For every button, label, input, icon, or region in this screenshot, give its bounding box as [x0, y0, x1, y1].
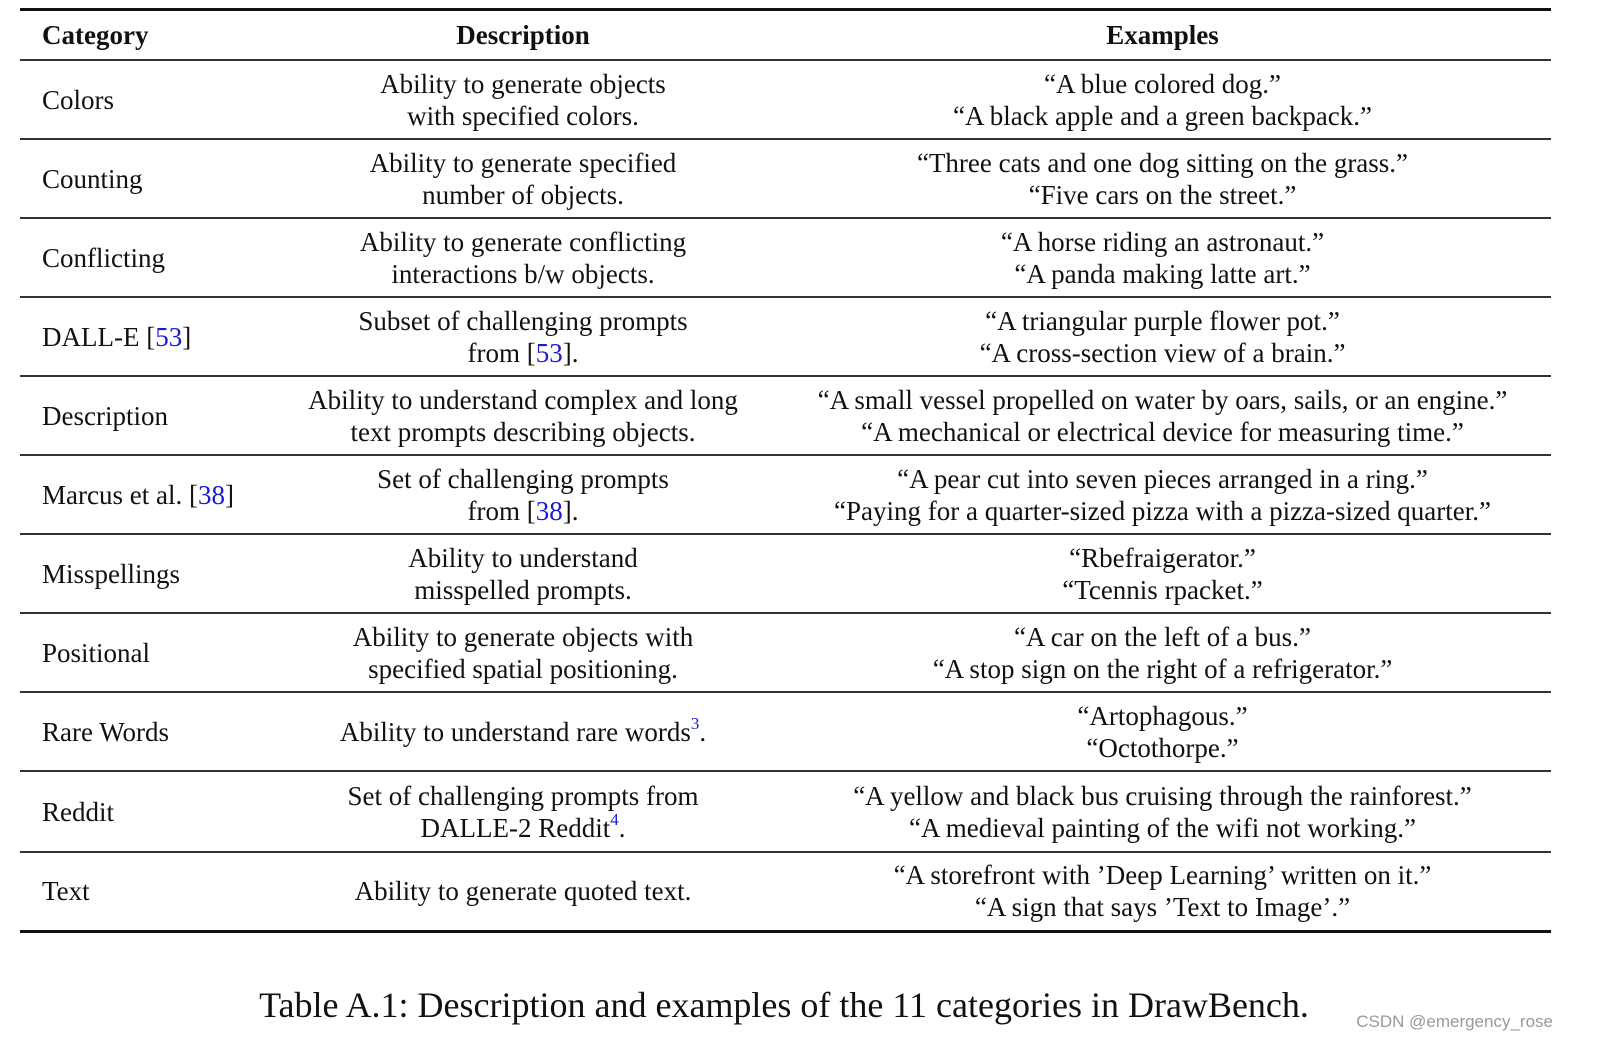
example-prompt: “A medieval painting of the wifi not working.” [909, 812, 1416, 843]
description-line: from [38]. [467, 495, 579, 526]
examples-cell [774, 613, 1551, 692]
table-caption: Table A.1: Description and examples of the 11 categories in DrawBench. [259, 985, 1309, 1025]
description-cell [272, 771, 774, 852]
footnote-marker[interactable]: 4 [610, 809, 619, 829]
examples-cell [774, 218, 1551, 297]
example-prompt: “A storefront with ’Deep Learning’ written on it.” [893, 860, 1432, 891]
examples-cell [774, 297, 1551, 376]
description-cell [272, 297, 774, 376]
table-row [20, 376, 1551, 455]
description-line: Ability to understand rare words$^3$. [339, 713, 707, 747]
table-row [20, 455, 1551, 534]
description-cell [272, 139, 774, 218]
description-line: Ability to understand complex and long [308, 384, 738, 415]
examples-cell [774, 692, 1551, 771]
examples-cell [774, 771, 1551, 852]
citation-link[interactable]: 53 [535, 337, 563, 368]
category-cell: Colors [42, 84, 115, 115]
table-row [20, 139, 1551, 218]
example-prompt: “Artophagous.” [1077, 700, 1248, 731]
category-cell: Marcus et al. [38] [42, 479, 234, 510]
description-line: Ability to generate objects [380, 68, 666, 99]
example-prompt: “A small vessel propelled on water by oars, sails, or an engine.” [817, 384, 1508, 415]
examples-cell [774, 60, 1551, 139]
category-cell: DALL-E [53] [42, 321, 192, 352]
example-prompt: “A pear cut into seven pieces arranged in a ring.” [897, 463, 1428, 494]
description-line: misspelled prompts. [414, 574, 632, 605]
description-line: Set of challenging prompts [377, 463, 669, 494]
example-prompt: “A mechanical or electrical device for measuring time.” [861, 416, 1464, 447]
example-prompt: “A black apple and a green backpack.” [952, 100, 1373, 131]
example-prompt: “A horse riding an astronaut.” [1000, 226, 1325, 257]
category-cell: Counting [42, 163, 143, 194]
example-prompt: “Paying for a quarter-sized pizza with a pizza-sized quarter.” [834, 495, 1491, 526]
example-prompt: “A car on the left of a bus.” [1014, 621, 1311, 652]
category-cell: Positional [42, 637, 151, 668]
description-cell [272, 376, 774, 455]
example-prompt: “A yellow and black bus cruising through the rainforest.” [853, 780, 1472, 811]
category-cell: Text [42, 876, 90, 907]
description-text: from [467, 495, 527, 526]
category-cell: Conflicting [42, 242, 165, 273]
description-line: number of objects. [422, 179, 624, 210]
drawbench-table-container [20, 8, 1551, 933]
example-prompt: “A sign that says ’Text to Image’.” [974, 892, 1351, 923]
example-prompt: “A blue colored dog.” [1044, 68, 1281, 99]
citation-link[interactable]: 38 [535, 495, 563, 526]
category-cell: Description [42, 400, 168, 431]
description-line: Ability to generate specified [369, 147, 677, 178]
citation-link[interactable]: 53 [155, 321, 183, 352]
description-line: interactions b/w objects. [391, 258, 655, 289]
examples-cell [774, 534, 1551, 613]
description-line: Ability to generate objects with [352, 621, 694, 652]
table-row [20, 613, 1551, 692]
description-line: specified spatial positioning. [368, 653, 678, 684]
table-row [20, 218, 1551, 297]
header-category: Category [42, 19, 149, 50]
table-row [20, 60, 1551, 139]
category-cell: Misspellings [42, 558, 181, 589]
example-prompt: “A cross-section view of a brain.” [979, 337, 1346, 368]
examples-cell [774, 139, 1551, 218]
example-prompt: “Five cars on the street.” [1028, 179, 1297, 210]
category-cell: Reddit [42, 796, 114, 827]
description-cell [272, 613, 774, 692]
description-line: Set of challenging prompts from [347, 780, 699, 811]
description-line: Ability to generate quoted text. [354, 876, 692, 907]
example-prompt: “A triangular purple flower pot.” [985, 305, 1340, 336]
category-cell: Rare Words [42, 716, 170, 747]
description-text: Ability to understand rare words [339, 716, 691, 747]
description-cell [272, 852, 774, 931]
example-prompt: “Three cats and one dog sitting on the grass.” [916, 147, 1409, 178]
description-line: from [53]. [467, 337, 579, 368]
description-cell [272, 60, 774, 139]
header-examples: Examples [1106, 19, 1219, 50]
description-cell [272, 218, 774, 297]
example-prompt: “Rbefraigerator.” [1069, 542, 1256, 573]
description-line: Ability to generate conflicting [359, 226, 687, 257]
description-line: Ability to understand [408, 542, 638, 573]
example-prompt: “Tcennis rpacket.” [1062, 574, 1263, 605]
description-cell [272, 534, 774, 613]
examples-cell [774, 455, 1551, 534]
table-row [20, 692, 1551, 771]
table-row [20, 852, 1551, 931]
examples-cell [774, 376, 1551, 455]
table-row [20, 534, 1551, 613]
table-row [20, 297, 1551, 376]
examples-cell [774, 852, 1551, 931]
description-line: DALLE-2 Reddit$^4$. [420, 809, 626, 843]
description-text: from [467, 337, 527, 368]
header-description: Description [456, 19, 590, 50]
example-prompt: “A stop sign on the right of a refrigerator.” [932, 653, 1393, 684]
drawbench-categories-table [20, 8, 1551, 933]
description-text: DALLE-2 Reddit [420, 812, 611, 843]
description-cell [272, 455, 774, 534]
description-line: with specified colors. [407, 100, 639, 131]
example-prompt: “A panda making latte art.” [1014, 258, 1311, 289]
footnote-marker[interactable]: 3 [690, 713, 700, 733]
citation-link[interactable]: 38 [197, 479, 225, 510]
description-line: text prompts describing objects. [350, 416, 696, 447]
watermark: CSDN @emergency_rose [1356, 1012, 1553, 1031]
description-line: Subset of challenging prompts [358, 305, 688, 336]
table-row [20, 771, 1551, 852]
category-label: DALL-E [42, 321, 147, 352]
example-prompt: “Octothorpe.” [1086, 732, 1239, 763]
category-label: Marcus et al. [42, 479, 189, 510]
table-header-row [20, 10, 1551, 61]
description-cell [272, 692, 774, 771]
